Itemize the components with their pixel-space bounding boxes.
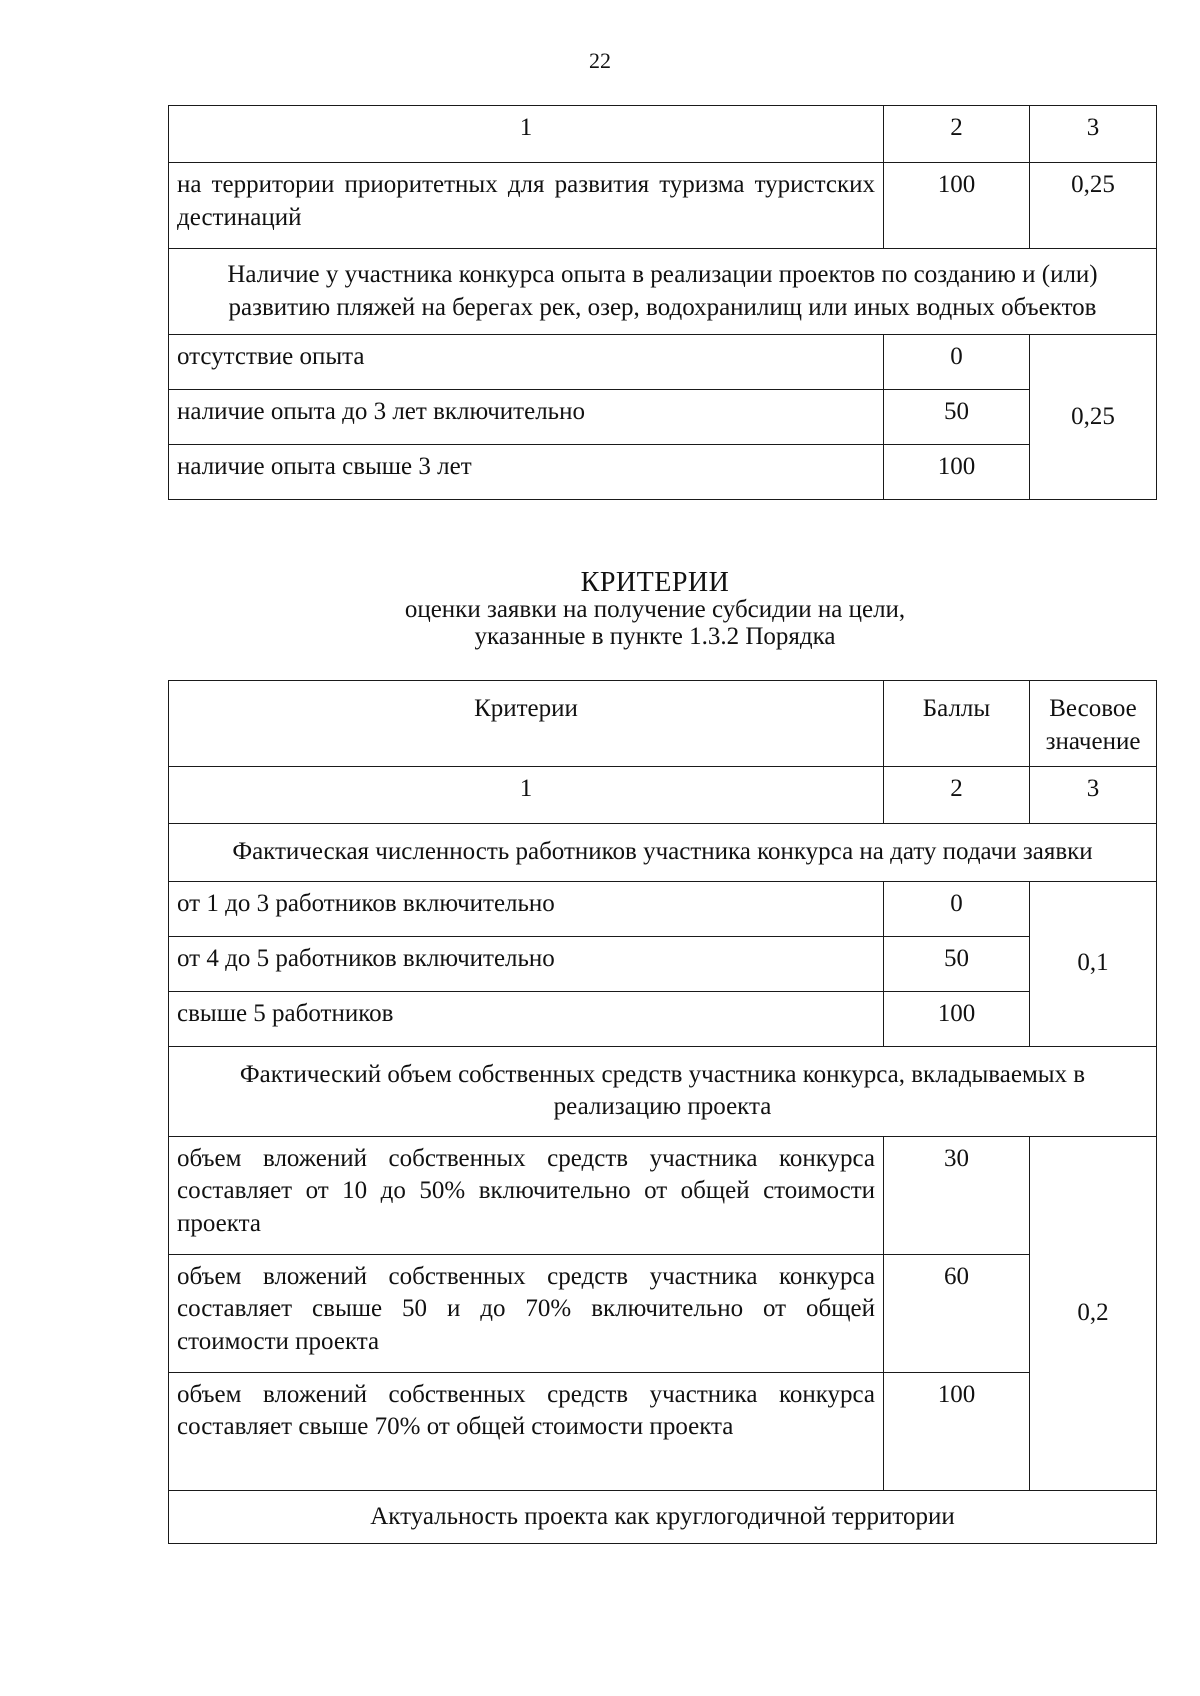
criterion-score: 100	[884, 991, 1030, 1046]
table-row	[169, 1136, 1157, 1254]
section-title: Актуальность проекта как круглогодичной территории	[169, 1490, 1157, 1544]
criteria-table	[168, 680, 1157, 1544]
criterion-text: отсутствие опыта	[169, 335, 884, 390]
table-row	[169, 445, 1157, 500]
criterion-text: от 4 до 5 работников включительно	[169, 936, 884, 991]
criterion-text: наличие опыта до 3 лет включительно	[169, 390, 884, 445]
criterion-text: свыше 5 работников	[169, 991, 884, 1046]
table-row	[169, 936, 1157, 991]
table-row	[169, 881, 1157, 936]
criterion-score: 100	[884, 1372, 1030, 1490]
criterion-score: 100	[884, 163, 1030, 249]
criteria-heading	[0, 568, 1200, 650]
table-row	[169, 1254, 1157, 1372]
page-number: 22	[589, 48, 611, 73]
heading-title: КРИТЕРИИ	[580, 567, 730, 598]
column-number: 3	[1030, 767, 1157, 824]
section-weight: 0,1	[1030, 881, 1157, 1046]
criterion-text: от 1 до 3 работников включительно	[169, 881, 884, 936]
section-weight: 0,2	[1030, 1136, 1157, 1490]
heading-subtitle-line1: оценки заявки на получение субсидии на цели,	[404, 596, 906, 624]
section-title: Фактический объем собственных средств участника конкурса, вкладываемых в реализацию проекта	[169, 1046, 1157, 1136]
section-title: Наличие у участника конкурса опыта в реализации проектов по созданию и (или) развитию пляжей на берегах рек, озер, водохранилищ или иных водных объектов	[169, 249, 1157, 335]
criterion-score: 0	[884, 881, 1030, 936]
table-row	[169, 335, 1157, 390]
criterion-score: 50	[884, 390, 1030, 445]
column-header-criteria: Критерии	[169, 681, 884, 767]
criteria-table-continued	[168, 105, 1157, 500]
criterion-text: на территории приоритетных для развития туризма туристских дестинаций	[169, 163, 884, 249]
section-title-row	[169, 249, 1157, 335]
table-column-headers	[169, 681, 1157, 767]
criterion-text: объем вложений собственных средств участника конкурса составляет свыше 70% от общей стоимости проекта	[169, 1372, 884, 1490]
column-header-weight: Весовое значение	[1030, 681, 1157, 767]
section-weight: 0,25	[1030, 335, 1157, 500]
column-number: 1	[169, 767, 884, 824]
criterion-weight: 0,25	[1030, 163, 1157, 249]
table-row	[169, 390, 1157, 445]
table-row	[169, 1372, 1157, 1490]
criterion-score: 0	[884, 335, 1030, 390]
table-header-row	[169, 106, 1157, 163]
section-title: Фактическая численность работников участника конкурса на дату подачи заявки	[169, 824, 1157, 882]
column-number: 3	[1030, 106, 1157, 163]
criterion-score: 50	[884, 936, 1030, 991]
section-title-row	[169, 1490, 1157, 1544]
criterion-text: объем вложений собственных средств участника конкурса составляет свыше 50 и до 70% включительно от общей стоимости проекта	[169, 1254, 884, 1372]
criterion-text: объем вложений собственных средств участника конкурса составляет от 10 до 50% включительно от общей стоимости проекта	[169, 1136, 884, 1254]
column-number: 1	[169, 106, 884, 163]
section-title-row	[169, 1046, 1157, 1136]
table-number-row	[169, 767, 1157, 824]
criterion-score: 100	[884, 445, 1030, 500]
criterion-score: 30	[884, 1136, 1030, 1254]
table-row	[169, 163, 1157, 249]
column-number: 2	[884, 106, 1030, 163]
column-header-score: Баллы	[884, 681, 1030, 767]
table-row	[169, 991, 1157, 1046]
criterion-text: наличие опыта свыше 3 лет	[169, 445, 884, 500]
criterion-score: 60	[884, 1254, 1030, 1372]
section-title-row	[169, 824, 1157, 882]
heading-subtitle-line2: указанные в пункте 1.3.2 Порядка	[474, 622, 836, 650]
column-number: 2	[884, 767, 1030, 824]
